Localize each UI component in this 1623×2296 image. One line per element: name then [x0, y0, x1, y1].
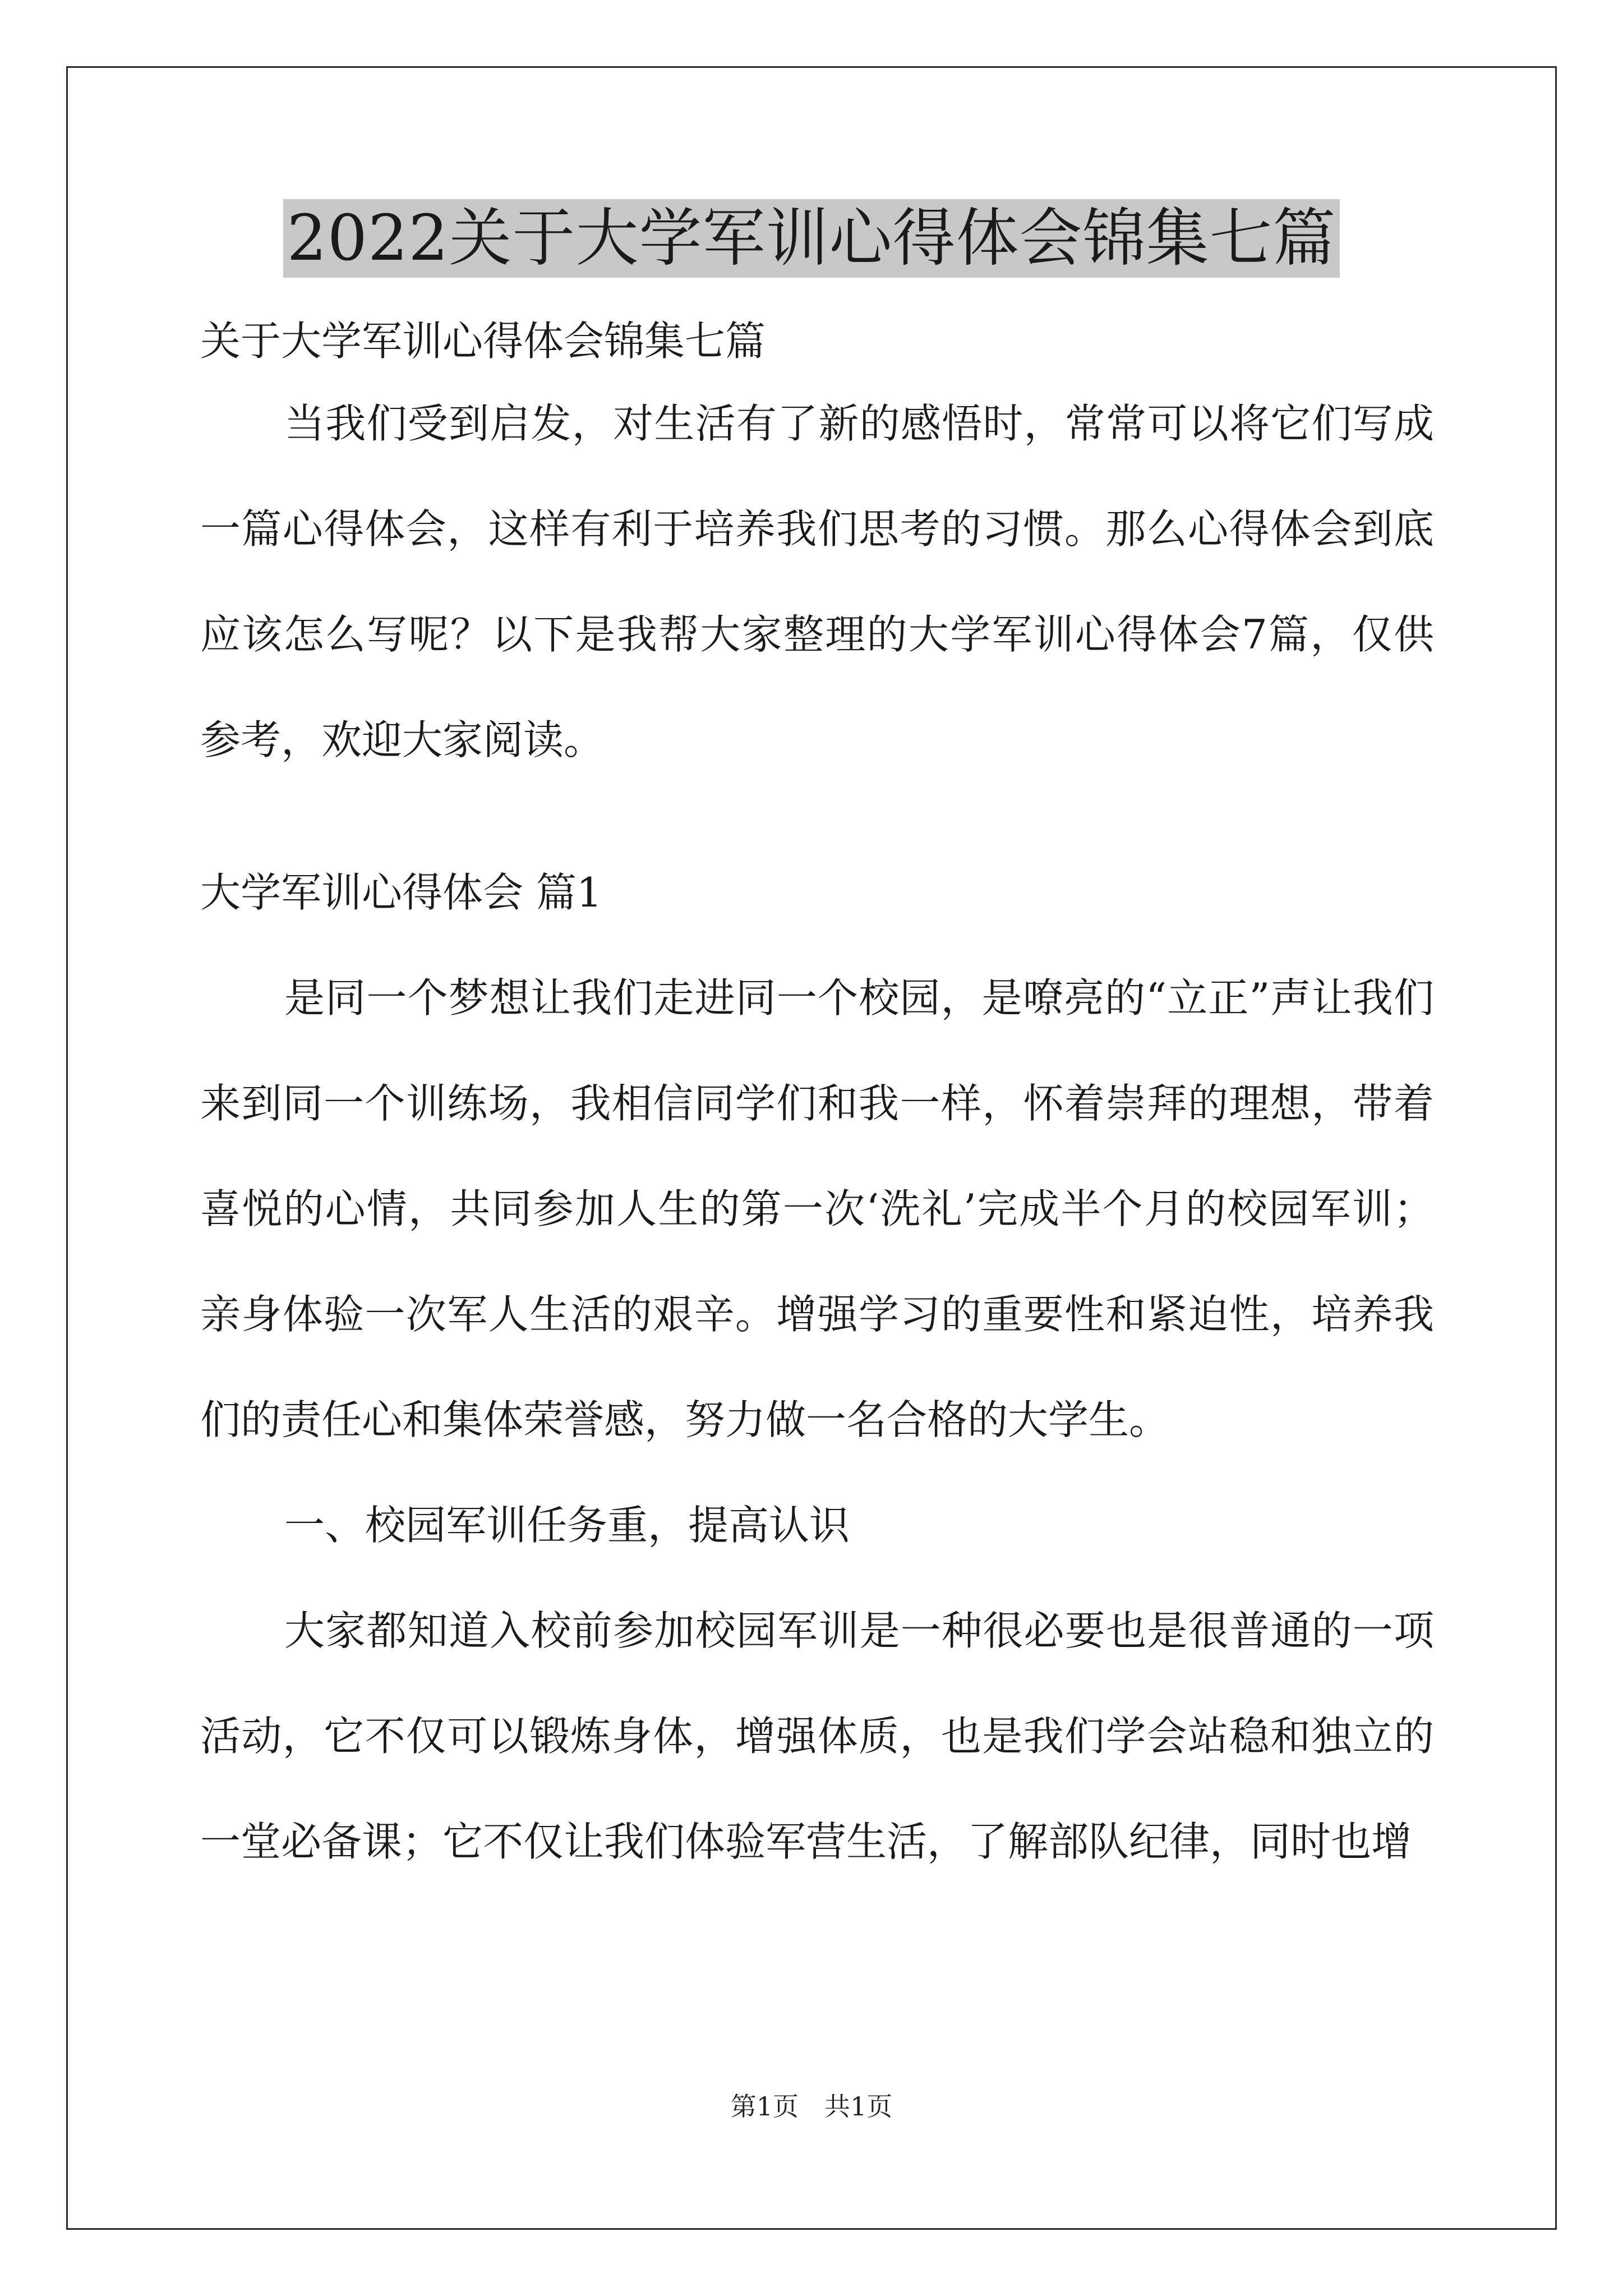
document-title: 2022关于大学军训心得体会锦集七篇	[283, 199, 1339, 278]
page-footer: 第1页 共1页	[730, 2091, 893, 2122]
section-heading: 大学军训心得体会 篇1	[200, 869, 602, 916]
point-heading: 一、校园军训任务重，提高认识	[284, 1502, 850, 1549]
intro-paragraph: 当我们受到启发，对生活有了新的感悟时，常常可以将它们写成一篇心得体会，这样有利于培养我们思考的习惯。那么心得体会到底应该怎么写呢？以下是我帮大家整理的大学军训心得体会7篇，仅供参考，欢迎大家阅读。	[200, 400, 1434, 763]
document-subtitle: 关于大学军训心得体会锦集七篇	[200, 318, 766, 365]
section-paragraph: 大家都知道入校前参加校园军训是一种很必要也是很普通的一项活动，它不仅可以锻炼身体，增强体质，也是我们学会站稳和独立的一堂必备课；它不仅让我们体验军营生活，了解部队纪律，同时也增	[200, 1607, 1434, 1865]
spacer	[200, 793, 1434, 840]
document-body	[200, 314, 1434, 1894]
document-title-container	[0, 199, 1623, 278]
section-paragraph: 是同一个梦想让我们走进同一个校园，是嘹亮的“立正”声让我们来到同一个训练场，我相信同学们和我一样，怀着崇拜的理想，带着喜悦的心情，共同参加人生的第一次‘洗礼’完成半个月的校园军训；亲身体验一次军人生活的艰辛。增强学习的重要性和紧迫性，培养我们的责任心和集体荣誉感，努力做一名合格的大学生。	[200, 974, 1434, 1443]
